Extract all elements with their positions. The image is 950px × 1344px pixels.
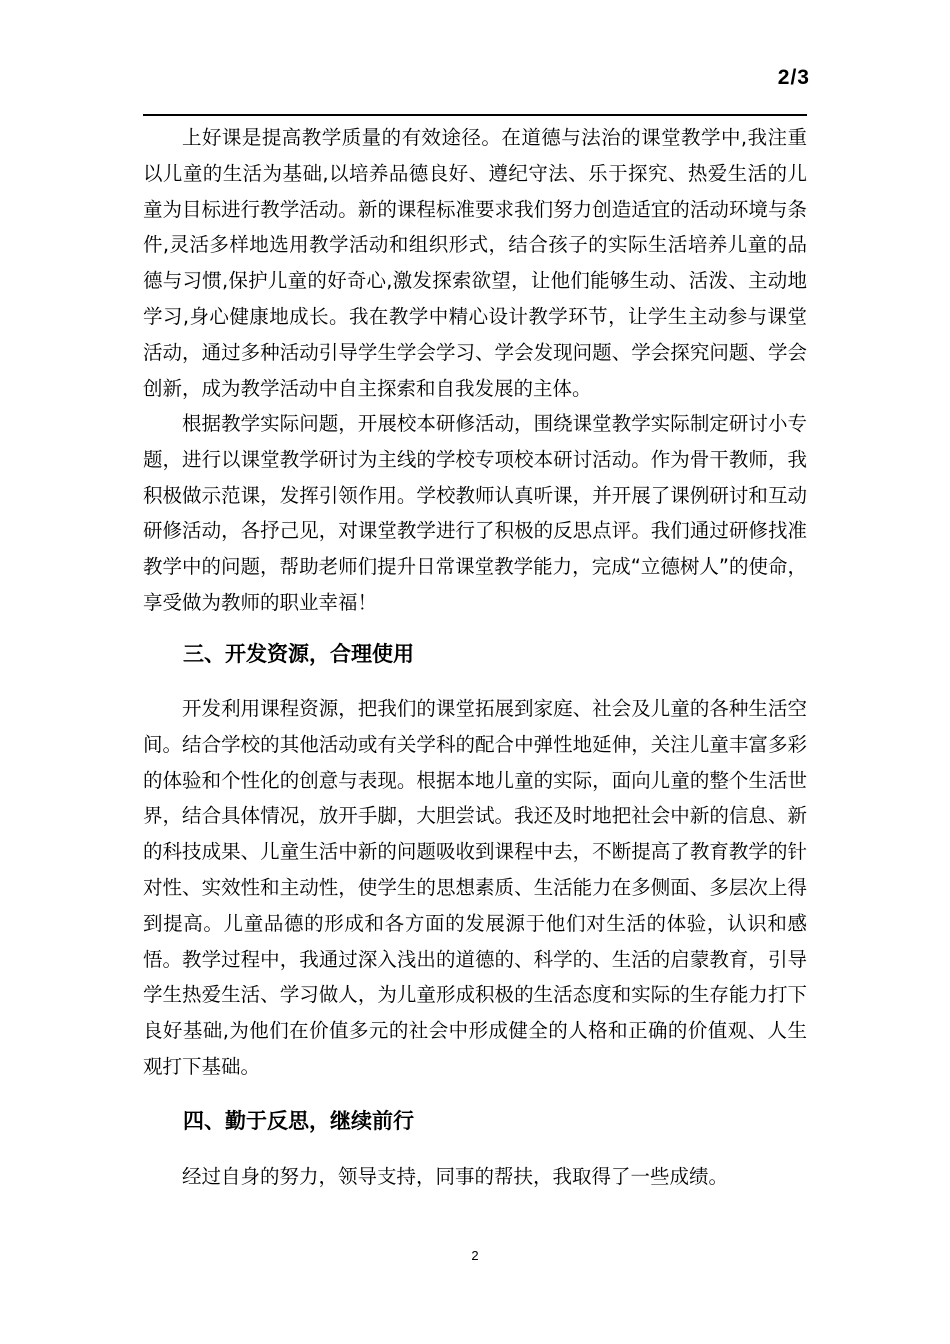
paragraph: 经过自身的努力，领导支持，同事的帮扶，我取得了一些成绩。 — [182, 1165, 729, 1188]
header-divider — [143, 114, 807, 116]
page-indicator: 2/3 — [777, 66, 810, 89]
page-number: 2 — [471, 1248, 479, 1263]
paragraph: 上好课是提高教学质量的有效途径。在道德与法治的课堂教学中,我注重以儿童的生活为基础,以培养品德良好、遵纪守法、乐于探究、热爱生活的儿童为目标进行教学活动。新的课程标准要求我们努力创造适宜的活动环境与条件,灵活多样地选用教学活动和组织形式，结合孩子的实际生活培养儿童的品德与习惯,保护儿童的好奇心,激发探索欲望，让他们能够生动、活泼、主动地学习,身心健康地成长。我在教学中精心设计教学环节，让学生主动参与课堂活动，通过多种活动引导学生学会学习、学会发现问题、学会探究问题、学会创新，成为教学活动中自主探索和自我发展的主体。 — [143, 126, 807, 400]
paragraph: 开发利用课程资源，把我们的课堂拓展到家庭、社会及儿童的各种生活空间。结合学校的其他活动或有关学科的配合中弹性地延伸，关注儿童丰富多彩的体验和个性化的创意与表现。根据本地儿童的实际，面向儿童的整个生活世界，结合具体情况，放开手脚，大胆尝试。我还及时地把社会中新的信息、新的科技成果、儿童生活中新的问题吸收到课程中去，不断提高了教育教学的针对性、实效性和主动性，使学生的思想素质、生活能力在多侧面、多层次上得到提高。儿童品德的形成和各方面的发展源于他们对生活的体验，认识和感悟。教学过程中，我通过深入浅出的道德的、科学的、生活的启蒙教育，引导学生热爱生活、学习做人，为儿童形成积极的生活态度和实际的生存能力打下良好基础,为他们在价值多元的社会中形成健全的人格和正确的价值观、人生观打下基础。 — [143, 697, 807, 1078]
section-heading: 四、勤于反思，继续前行 — [183, 1109, 414, 1133]
document-body — [143, 120, 807, 1195]
section-heading: 三、开发资源，合理使用 — [183, 642, 414, 666]
paragraph: 根据教学实际问题，开展校本研修活动，围绕课堂教学实际制定研讨小专题，进行以课堂教学研讨为主线的学校专项校本研讨活动。作为骨干教师，我积极做示范课，发挥引领作用。学校教师认真听课，并开展了课例研讨和互动研修活动，各抒己见，对课堂教学进行了积极的反思点评。我们通过研修找准教学中的问题，帮助老师们提升日常课堂教学能力，完成“立德树人”的使命，享受做为教师的职业幸福！ — [143, 412, 807, 614]
